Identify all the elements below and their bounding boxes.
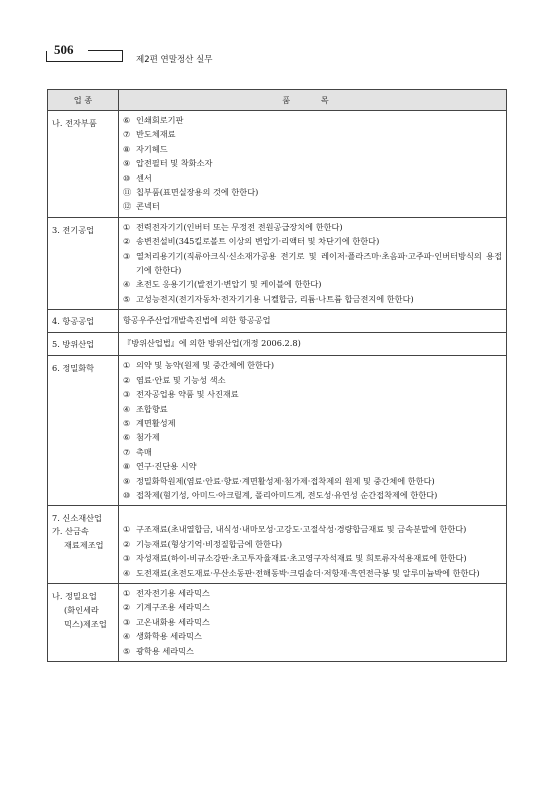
list-item [123, 113, 502, 127]
list-item [123, 566, 502, 580]
item-text: 생화학용 세라믹스 [136, 631, 202, 642]
list-item [123, 586, 502, 600]
list-item [123, 336, 502, 350]
list-item [123, 402, 502, 416]
list-item [123, 220, 502, 234]
item-number: ② [123, 602, 131, 613]
table-row [48, 583, 507, 661]
sector-cell [48, 356, 119, 506]
item-number: ① [123, 524, 131, 535]
item-text: 광학용 세라믹스 [136, 645, 194, 656]
item-text: 반도체재료 [136, 129, 176, 140]
item-text: 구조재료(초내열합금, 내식성·내마모성·고강도·고절삭성·경량합금재료 및 금속분말에 한한다) [136, 524, 467, 535]
list-item [123, 488, 502, 502]
item-text: 칩부품(표면실장용의 것에 한한다) [136, 187, 259, 198]
list-item [123, 522, 502, 536]
table-row [48, 310, 507, 333]
sector-label: 6. 정밀화학 [52, 363, 95, 374]
list-item [123, 127, 502, 141]
table-row [48, 333, 507, 356]
item-text: 콘넥터 [136, 201, 160, 212]
list-item [123, 445, 502, 459]
table-row [48, 111, 507, 218]
page-header [46, 42, 506, 68]
item-text: 도전재료(초전도재료·무산소동판·전해동박·크림솔더·저항재·흑연전극봉 및 알루미늄박에 한한다) [136, 567, 480, 578]
list-item [123, 199, 502, 213]
sector-cell [48, 506, 119, 584]
item-text: 항공우주산업개발촉진법에 의한 항공공업 [123, 315, 271, 326]
list-item [123, 358, 502, 372]
sector-label: 가. 산금속 [52, 526, 89, 537]
item-text: 압전필터 및 착화소자 [136, 158, 213, 169]
chapter-title: 제2편 연말정산 실무 [136, 55, 213, 65]
sector-label: 5. 방위산업 [52, 339, 95, 350]
list-item [123, 373, 502, 387]
sector-label: 재료제조업 [64, 540, 104, 551]
list-item [123, 277, 502, 291]
sector-label: 나. 전자부품 [52, 118, 97, 128]
items-cell [119, 333, 507, 356]
items-cell [119, 111, 507, 218]
item-number: ⑦ [123, 446, 131, 457]
sector-cell [48, 111, 119, 218]
list-item [123, 156, 502, 170]
sector-label: 3. 전기공업 [52, 224, 95, 235]
item-text: 촉매 [136, 446, 152, 457]
item-number: ② [123, 236, 131, 247]
item-text: 초전도 응용기기(발전기·변압기 및 케이블에 한한다) [136, 279, 322, 290]
list-item [123, 459, 502, 473]
item-text: 자성재료(하이-비규소강판·초고투자율재료·초고영구자석재료 및 희토류자석용재료에 한한다) [136, 553, 467, 564]
column-header-items [119, 90, 507, 111]
list-item [123, 313, 502, 327]
item-text: 첨가제 [136, 432, 160, 443]
item-number: ④ [123, 631, 131, 642]
item-number: ① [123, 587, 131, 598]
item-number: ② [123, 538, 131, 549]
items-cell [119, 217, 507, 309]
item-number: ② [123, 374, 131, 385]
list-item [123, 171, 502, 185]
item-text: 계면활성제 [136, 417, 176, 428]
sector-label: 4. 항공공업 [52, 316, 95, 327]
item-number: ⑧ [123, 143, 131, 154]
item-number: ⑩ [123, 489, 131, 500]
item-text: 전자공업용 약품 및 사진재료 [136, 389, 239, 400]
item-text: 전력전자기기(인버터 또는 무정전 전원공급장치에 한한다) [136, 221, 343, 232]
sector-cell [48, 310, 119, 333]
item-number: ③ [123, 553, 131, 564]
list-item [123, 600, 502, 614]
item-number: ④ [123, 279, 131, 290]
list-item [123, 430, 502, 444]
table-row [48, 506, 507, 584]
table-header-row [48, 90, 507, 111]
item-number: ① [123, 221, 131, 232]
item-text: 인쇄회로기판 [136, 115, 184, 125]
column-header-sector: 업 종 [48, 90, 119, 111]
sector-label: (화인세라 [64, 604, 99, 615]
header-tick [122, 50, 123, 61]
item-text: 의약 및 농약(원제 및 중간체에 한한다) [136, 360, 275, 371]
item-text: 자기헤드 [136, 143, 168, 154]
item-text: 염료·안료 및 기능성 색소 [136, 374, 226, 385]
item-number: ③ [123, 250, 131, 261]
item-number: ⑩ [123, 172, 131, 183]
item-text: 접착제(혐기성, 아미드·아크릴계, 폴리아미드계, 전도성·유연성 순간접착제에 한한다) [136, 489, 438, 500]
page-number: 506 [54, 42, 74, 57]
item-number: ⑤ [123, 417, 131, 428]
industry-items-table [47, 89, 507, 662]
items-cell [119, 356, 507, 506]
item-text: 송변전설비(345킬로볼트 이상의 변압기·리액터 및 차단기에 한한다) [136, 236, 380, 247]
item-text: 조합향료 [136, 403, 168, 414]
item-text: 열처리용기기(직류아크식·신소재가공용 전기로 및 레이저·플라즈마·초음파·고주파·인버터방식의 용접기에 한한다) [136, 250, 502, 276]
item-text: 전자전기용 세라믹스 [136, 587, 210, 598]
column-header-items-label: 품 목 [282, 94, 343, 105]
item-number: ⑤ [123, 293, 131, 304]
item-number: ⑤ [123, 645, 131, 656]
table-body [48, 111, 507, 662]
item-text: 고성능전지(전기자동차·전자기기용 니켈합금, 리튬·나트륨 합금전지에 한한다) [136, 293, 414, 304]
item-number: ① [123, 360, 131, 371]
items-cell [119, 583, 507, 661]
items-cell [119, 506, 507, 584]
list-item [123, 234, 502, 248]
item-number: ⑧ [123, 461, 131, 472]
sector-label: 믹스)제조업 [64, 618, 107, 629]
sector-label: 7. 신소재산업 [52, 513, 102, 524]
item-number: ⑥ [123, 115, 131, 125]
item-number: ④ [123, 567, 131, 578]
item-number: ④ [123, 403, 131, 414]
item-text: 정밀화학원제(염료·안료·향료·계면활성제·첨가제·접착제의 원제 및 중간체에 한한다) [136, 475, 435, 486]
item-number: ⑨ [123, 475, 131, 486]
list-item [123, 142, 502, 156]
item-number: ⑪ [123, 187, 132, 198]
sector-cell [48, 217, 119, 309]
list-item [123, 615, 502, 629]
item-number: ③ [123, 616, 131, 627]
list-item [123, 551, 502, 565]
sector-cell [48, 583, 119, 661]
sector-cell [48, 333, 119, 356]
item-text: 연구·진단용 시약 [136, 461, 197, 472]
item-number: ⑥ [123, 432, 131, 443]
items-cell [119, 310, 507, 333]
list-item [123, 387, 502, 401]
sector-label: 나. 정밀요업 [52, 590, 97, 601]
item-text: 『방위산업법』에 의한 방위산업(개정 2006.2.8) [123, 338, 301, 349]
item-text: 기계구조용 세라믹스 [136, 602, 210, 613]
table-row [48, 356, 507, 506]
list-item [123, 474, 502, 488]
list-item [123, 185, 502, 199]
list-item [123, 292, 502, 306]
list-item [123, 644, 502, 658]
list-item [123, 249, 502, 278]
list-item [123, 416, 502, 430]
item-number: ⑦ [123, 129, 131, 140]
item-number: ③ [123, 389, 131, 400]
item-text: 기능재료(형상기억·비정질합금에 한한다) [136, 538, 283, 549]
item-number: ⑨ [123, 158, 131, 169]
item-text: 고온내화용 세라믹스 [136, 616, 210, 627]
table-row [48, 217, 507, 309]
list-item [123, 629, 502, 643]
list-item [123, 537, 502, 551]
item-number: ⑫ [123, 201, 132, 212]
item-text: 센서 [136, 172, 152, 183]
header-bracket [46, 51, 123, 62]
